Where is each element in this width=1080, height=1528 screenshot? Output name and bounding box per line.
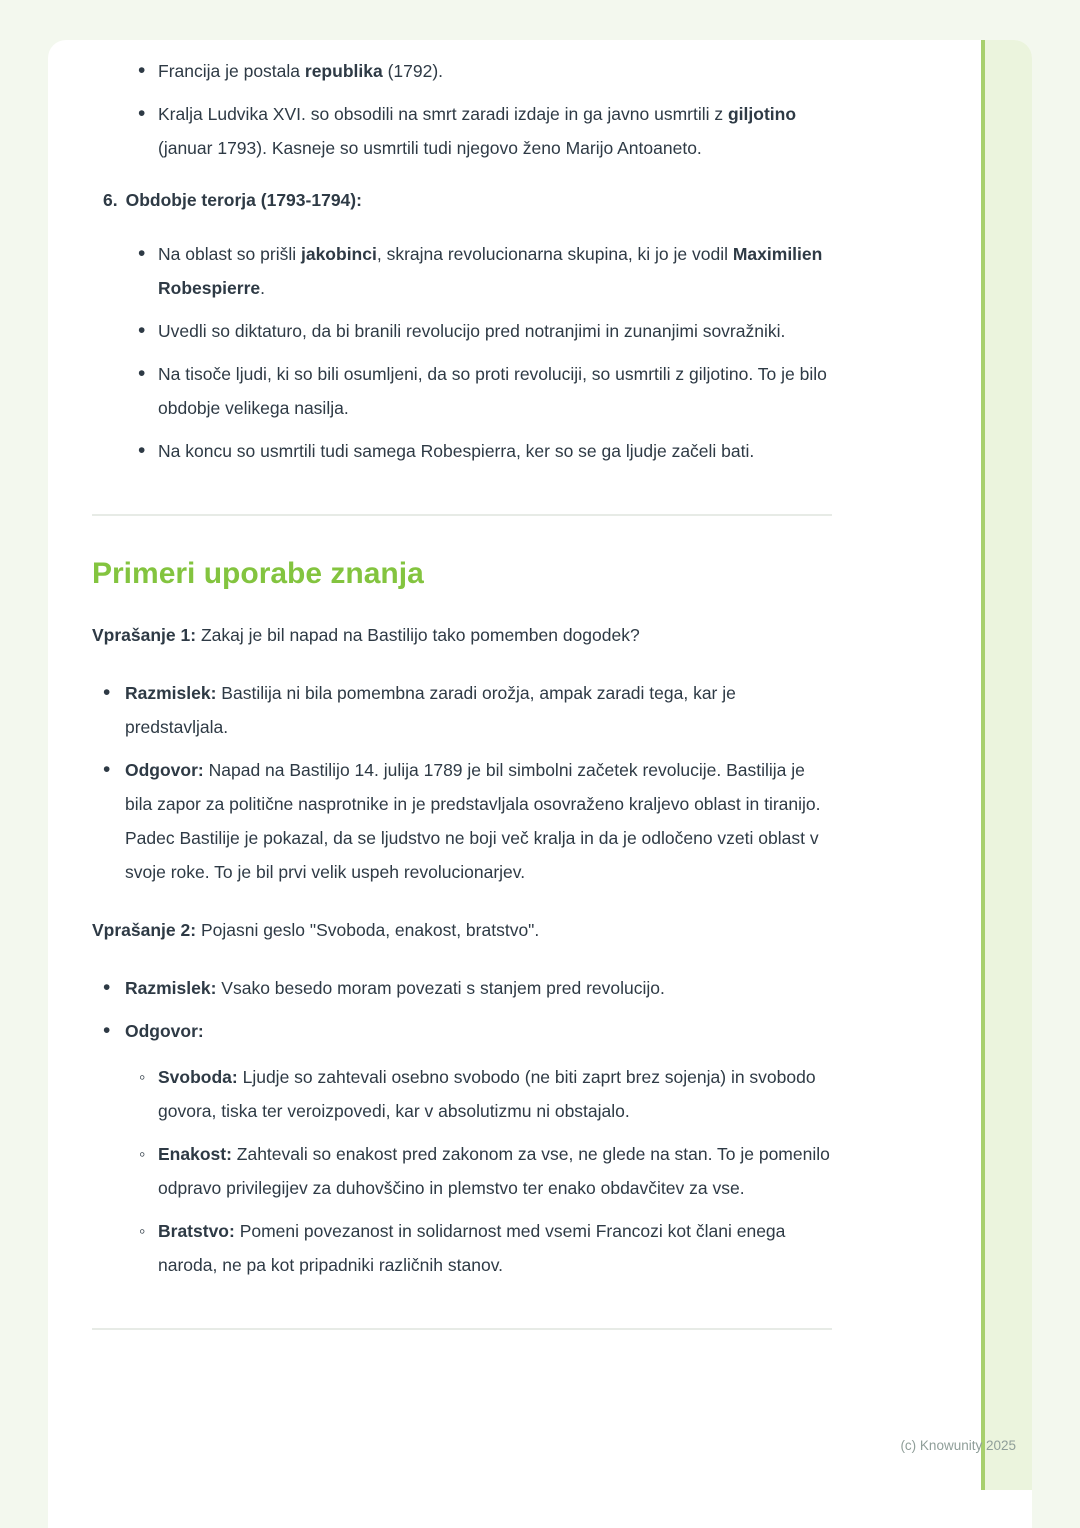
text-segment: Kralja Ludvika XVI. so obsodili na smrt zaradi izdaje in ga javno usmrtili z — [158, 104, 728, 124]
text-segment: Pojasni geslo "Svoboda, enakost, bratstvo". — [196, 920, 540, 940]
list-item — [138, 1214, 832, 1282]
text-segment: Svoboda: — [158, 1067, 238, 1087]
list-item — [103, 753, 832, 889]
text-segment: giljotino — [727, 104, 797, 124]
list-item — [103, 1014, 832, 1282]
text-segment: Na oblast so prišli — [158, 244, 301, 264]
text-segment: Maximilien Robespierre — [158, 244, 823, 298]
text-segment: Uvedli so diktaturo, da bi branili revolucijo pred notranjimi in zunanjimi sovražniki. — [158, 321, 786, 341]
document-content — [48, 40, 832, 1370]
text-segment: . — [260, 278, 265, 298]
list-item-text — [125, 1021, 204, 1041]
list-item — [103, 971, 832, 1005]
text-segment: (1792). — [382, 61, 444, 81]
text-segment: Na tisoče ljudi, ki so bili osumljeni, da so proti revoluciji, so usmrtili z giljotino. To je bilo obdobje velikega nasilja. — [158, 364, 827, 418]
text-segment: , skrajna revolucionarna skupina, ki jo je vodil — [376, 244, 733, 264]
text-segment: Bastilija ni bila pomembna zaradi orožja, ampak zaradi tega, kar je predstavljala. — [125, 683, 736, 737]
question-2-answer-list — [103, 971, 832, 1282]
list-item — [138, 54, 832, 88]
text-segment: Zakaj je bil napad na Bastilijo tako pomemben dogodek? — [196, 625, 640, 645]
text-segment: Francija je postala — [158, 61, 305, 81]
right-accent-strip — [981, 40, 1032, 1490]
text-segment: Vprašanje 2: — [92, 920, 197, 940]
numbered-heading-terror — [103, 183, 832, 217]
list-item — [103, 676, 832, 744]
list-number: 6. — [103, 190, 118, 210]
text-segment: Bratstvo: — [158, 1221, 235, 1241]
text-segment: Zahtevali so enakost pred zakonom za vse, ne glede na stan. To je pomenilo odpravo privilegijev za duhovščino in plemstvo ter enako obdavčitev za vse. — [158, 1144, 830, 1198]
numbered-heading-text — [126, 190, 362, 210]
text-segment: (januar 1793). Kasneje so usmrtili tudi njegovo ženo Marijo Antoaneto. — [158, 138, 702, 158]
list-item — [138, 237, 832, 305]
text-segment: Obdobje terorja (1793-1794): — [125, 190, 362, 210]
text-segment: Odgovor: — [125, 1021, 204, 1041]
list-item — [138, 434, 832, 468]
section-heading: Primeri uporabe znanja — [92, 557, 424, 590]
text-segment: Vsako besedo moram povezati s stanjem pred revolucijo. — [216, 978, 665, 998]
section-divider — [92, 514, 832, 516]
text-segment: Vprašanje 1: — [92, 625, 197, 645]
republic-bullet-list — [138, 54, 832, 165]
text-segment: Ljudje so zahtevali osebno svobodo (ne biti zaprt brez sojenja) in svobodo govora, tiska ter veroizpovedi, kar v absolutizmu ni obstajalo. — [158, 1067, 816, 1121]
bottom-divider — [92, 1328, 832, 1330]
text-segment: republika — [304, 61, 383, 81]
motto-sub-list — [138, 1060, 832, 1282]
document-card — [48, 40, 1032, 1528]
text-segment: Enakost: — [158, 1144, 232, 1164]
text-segment: Napad na Bastilijo 14. julija 1789 je bil simbolni začetek revolucije. Bastilija je bila zapor za politične nasprotnike in je predstavljala osovraženo kraljevo oblast in tiranijo. Padec Bastilije je pokazal, da se ljudstvo ne boji več kralja in da je odločeno vzeti oblast v svoje roke. To je bil prvi velik uspeh revolucionarjev. — [125, 760, 821, 882]
text-segment: Pomeni povezanost in solidarnost med vsemi Francozi kot člani enega naroda, ne pa kot pripadniki različnih stanov. — [158, 1221, 786, 1275]
list-item — [138, 1060, 832, 1128]
text-segment: Razmislek: — [125, 978, 217, 998]
text-segment: Na koncu so usmrtili tudi samega Robespierra, ker so se ga ljudje začeli bati. — [158, 441, 755, 461]
list-item — [138, 357, 832, 425]
question-1-answer-list — [103, 676, 832, 889]
list-item — [138, 1137, 832, 1205]
terror-bullet-list — [138, 237, 832, 468]
text-segment: Odgovor: — [125, 760, 204, 780]
question-1 — [92, 618, 832, 652]
question-2 — [92, 913, 832, 947]
list-item — [138, 97, 832, 165]
list-item — [138, 314, 832, 348]
text-segment: jakobinci — [300, 244, 377, 264]
text-segment: Razmislek: — [125, 683, 217, 703]
copyright-note: (c) Knowunity 2025 — [900, 1438, 1016, 1453]
